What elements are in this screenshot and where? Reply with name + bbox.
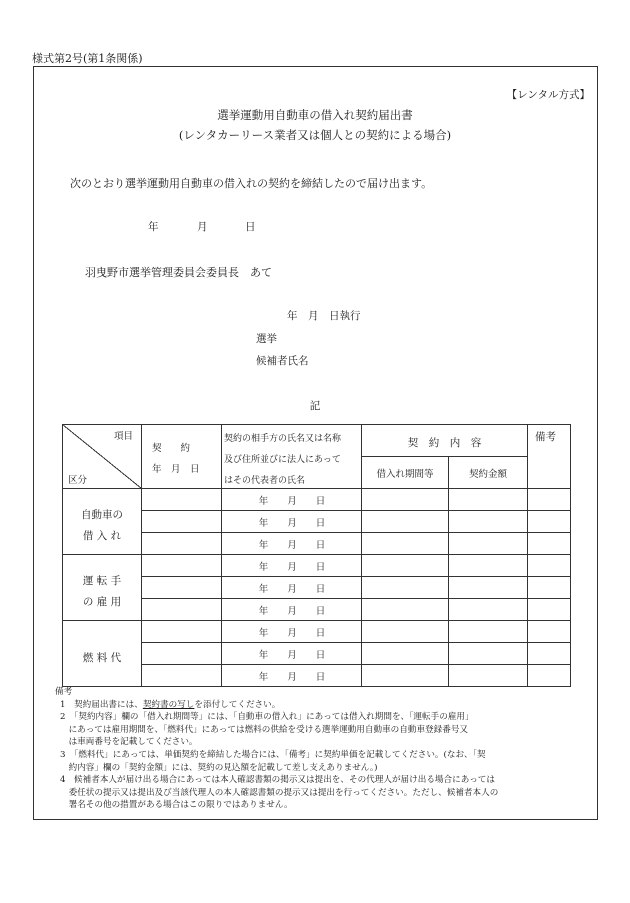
row-date-cell[interactable]: 年 月 日 [258,496,326,507]
note-1 [60,699,498,712]
note-4-line2: 委任状の提示又は提出及び当該代理人の本人確認書類の提示又は提出を行ってください。ただし、候補者本人の [60,787,499,798]
intro-text: 次のとおり選挙運動用自動車の借入れの契約を締結したので届け出ます。 [70,177,433,190]
notes-heading: 備考 [55,687,73,697]
candidate-name-field[interactable]: 候補者氏名 [256,355,309,367]
header-category: 区分 [68,475,88,486]
submission-month-field[interactable]: 月 [197,221,208,233]
election-execution-date-field[interactable]: 年 月 日執行 [287,310,361,322]
note-2-line1: 2 「契約内容」欄の「借入れ期間等」には、「自動車の借入れ」にあっては借入れ期間を、「運転手の雇用」 [60,712,474,723]
row-date-cell[interactable]: 年 月 日 [258,540,326,551]
header-contract-contents: 契 約 内 容 [407,437,482,449]
header-counterparty-line3: はその代表者の氏名 [224,476,306,486]
row-date-cell[interactable]: 年 月 日 [258,672,326,683]
form-title: 選挙運動用自動車の借入れ契約届出書 [217,108,413,122]
note-4-line3: 署名その他の措置がある場合はこの限りではありません。 [60,800,293,811]
category-fuel-cost: 燃 料 代 [82,652,122,664]
addressee: 羽曳野市選挙管理委員会委員長 あて [85,266,272,279]
header-counterparty-line2: 及び住所並びに法人にあって [224,455,341,465]
row-date-cell[interactable]: 年 月 日 [258,650,326,661]
row-date-cell[interactable]: 年 月 日 [258,562,326,573]
row-date-cell[interactable]: 年 月 日 [258,518,326,529]
header-contract-amount: 契約金額 [468,469,507,480]
header-loan-period: 借入れ期間等 [376,469,434,480]
note-3-line1: 3 「燃料代」にあっては、単価契約を締結した場合には、「備考」に契約単価を記載してください。(なお、「契 [60,749,486,760]
rental-type-label: 【レンタル方式】 [506,89,590,101]
note-2-line3: は車両番号を記載してください。 [60,737,198,748]
row-date-cell[interactable]: 年 月 日 [258,584,326,595]
category-driver-employment: 運 転 手 [82,575,122,587]
category-vehicle-rental-line2: 借 入 れ [82,530,122,542]
form-number-label: 様式第2号(第1条関係) [32,52,143,65]
row-date-cell[interactable]: 年 月 日 [258,606,326,617]
note-3-line2: 約内容」欄の「契約金額」には、契約の見込額を記載して差し支えありません。) [60,762,378,773]
submission-day-field[interactable]: 日 [245,221,256,233]
header-remarks: 備考 [535,431,556,443]
category-vehicle-rental: 自動車の [81,509,123,521]
ki-heading: 記 [309,400,321,412]
note-4-line1: 4 候補者本人が届け出る場合にあっては本人確認書類の掲示又は提出を、その代理人が届け出る場合にあっては [60,775,495,786]
category-driver-employment-line2: の 雇 用 [82,596,122,608]
note-1-text-end: を添付してください。 [194,699,281,710]
row-date-cell[interactable]: 年 月 日 [258,628,326,639]
note-2-line2: にあっては雇用期間を、「燃料代」にあっては燃料の供給を受ける選挙運動用自動車の自動車登録番号又 [60,724,469,735]
note-1-text: 1 契約届出書には、 [60,699,143,710]
header-contract-date: 契 約 [152,443,191,454]
header-contract-date-ymd: 年 月 日 [152,464,200,475]
election-name-field[interactable]: 選挙 [256,333,277,345]
notes-section [55,686,499,812]
note-1-underlined: 契約書の写し [142,699,195,710]
form-subtitle: (レンタカーリース業者又は個人との契約による場合) [178,128,452,142]
header-counterparty: 契約の相手方の氏名又は名称 [224,434,342,444]
submission-year-field[interactable]: 年 [148,221,159,233]
header-item: 項目 [114,431,134,442]
